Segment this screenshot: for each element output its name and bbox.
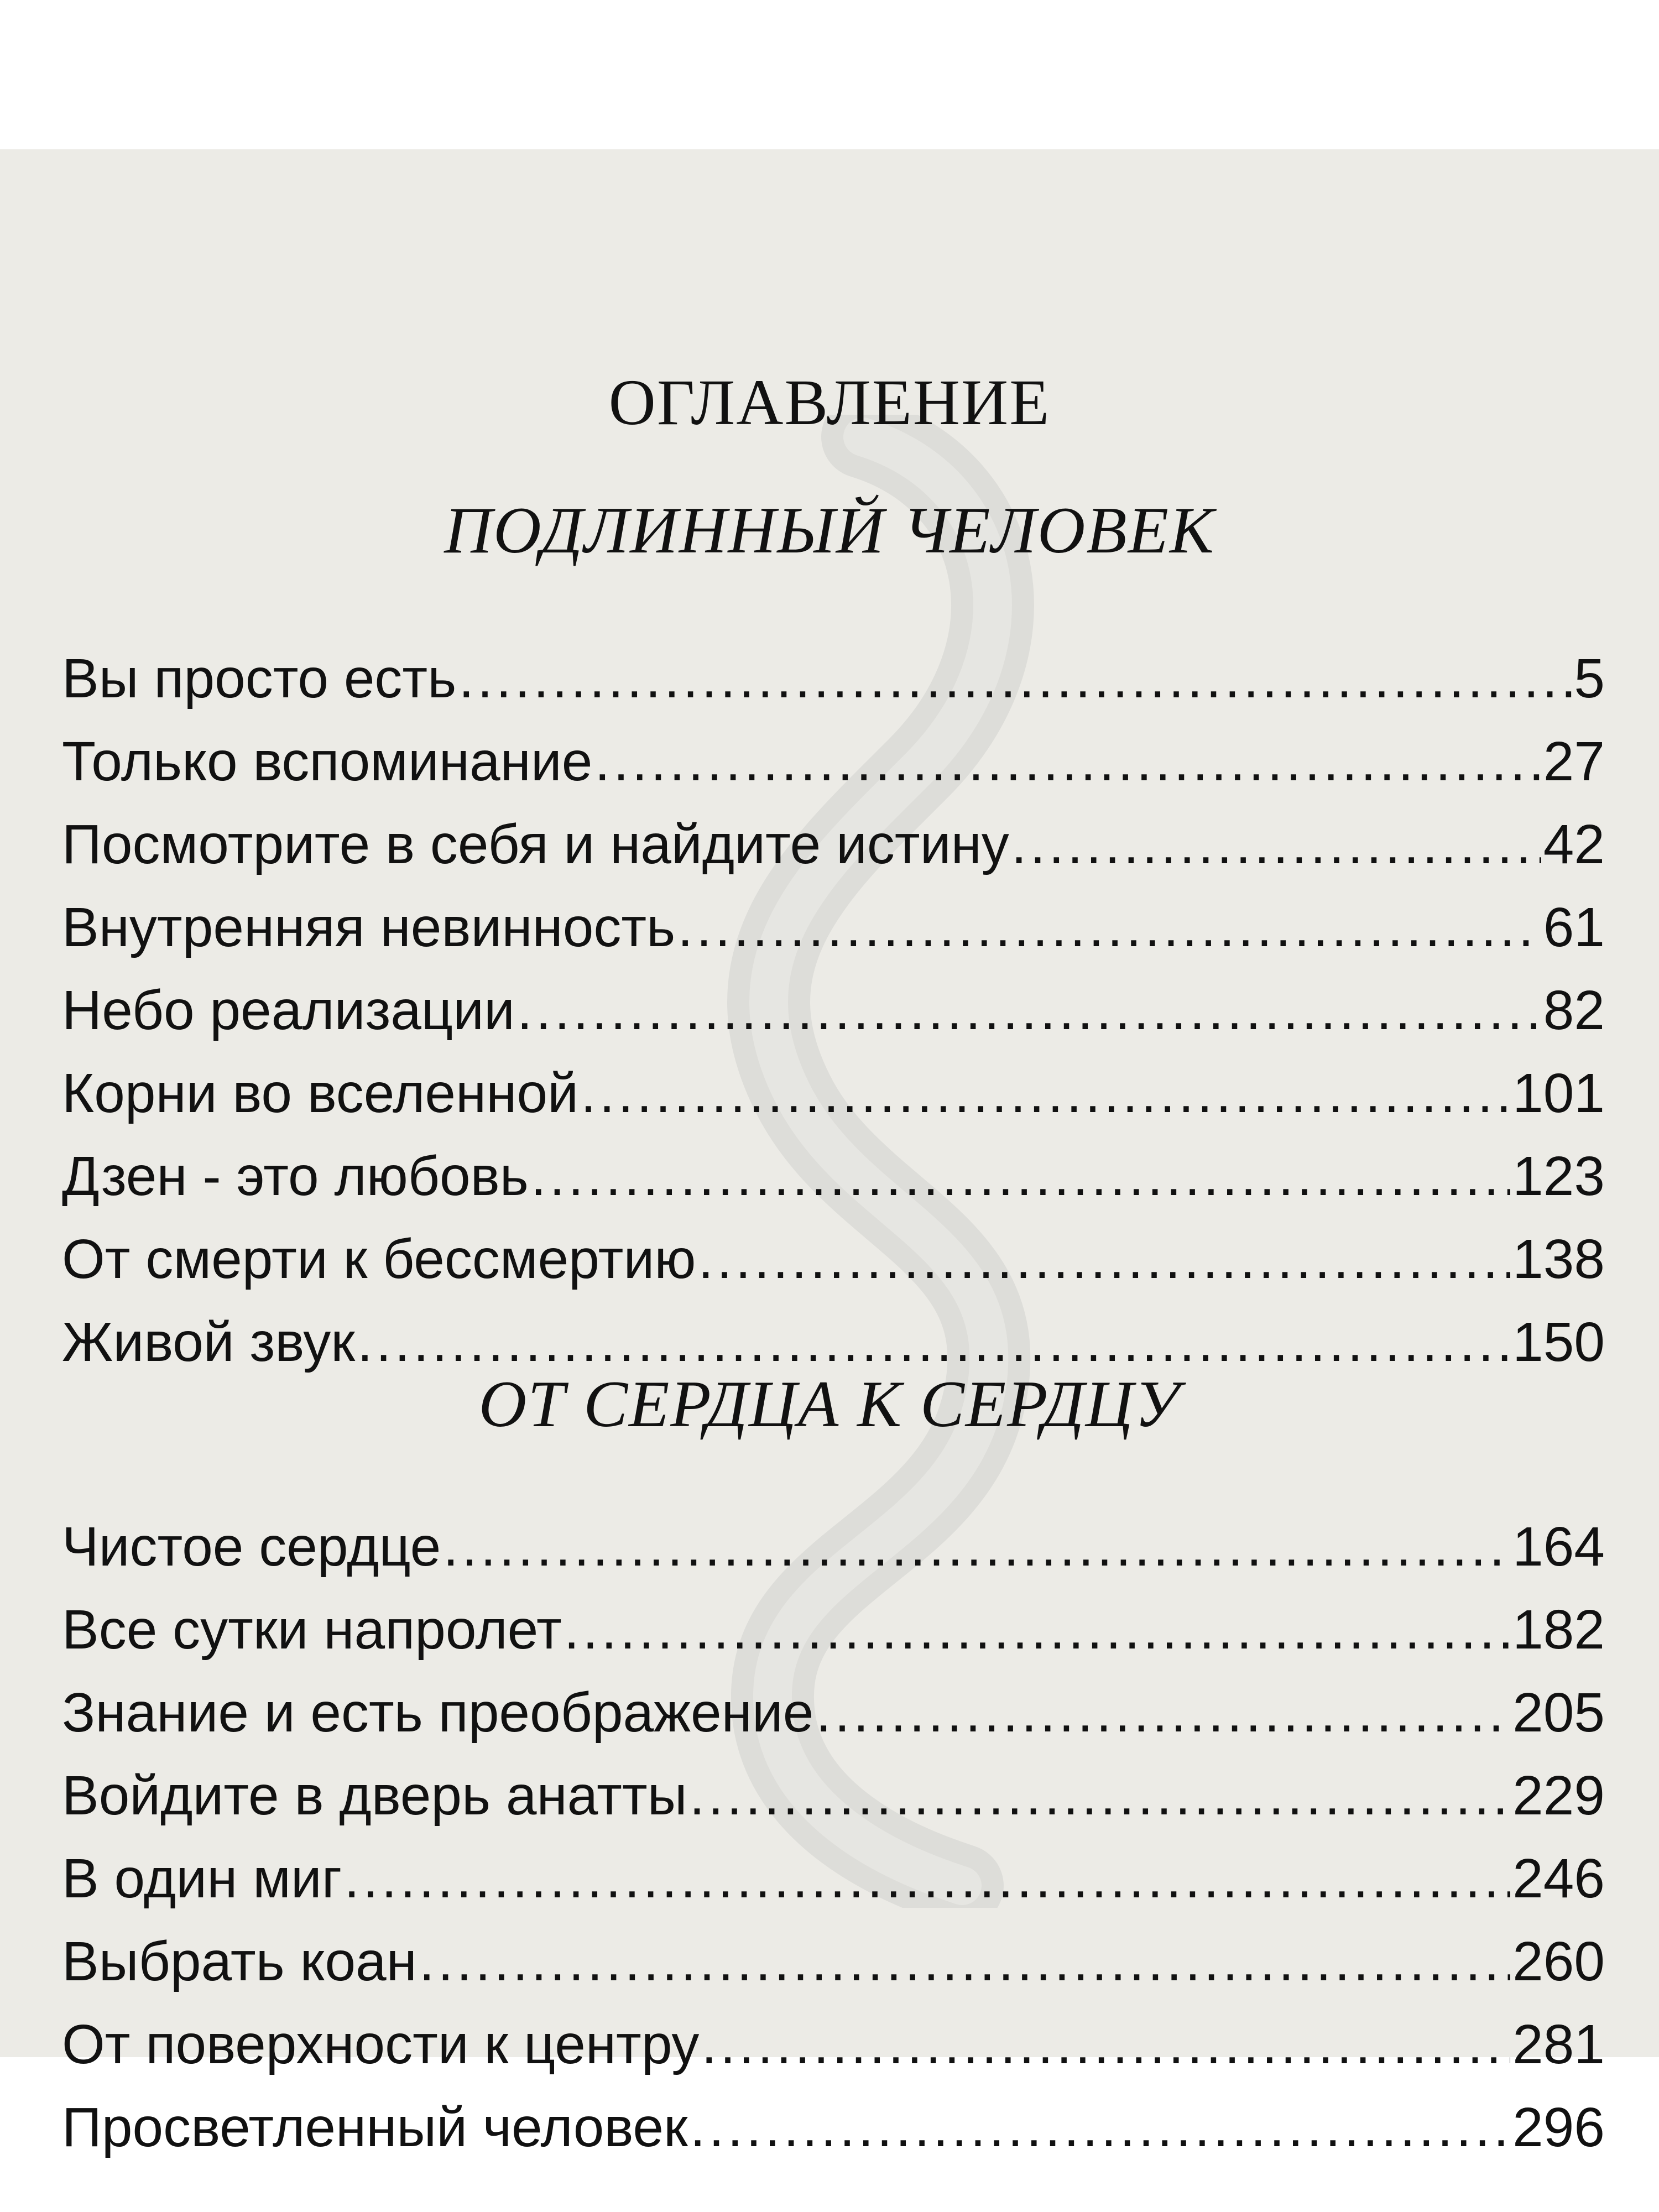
entry-page: 123 (1512, 1145, 1605, 1207)
book-page (0, 149, 1659, 2158)
toc-entry (62, 1681, 1605, 1764)
toc-entry (62, 1515, 1605, 1598)
entry-title: Только вспоминание (62, 731, 593, 792)
toc-entry (62, 979, 1605, 1062)
toc-entry (62, 1598, 1605, 1681)
toc-entry (62, 1062, 1605, 1145)
entry-page: 182 (1512, 1599, 1605, 1661)
entry-page: 27 (1543, 731, 1605, 792)
dot-leader (531, 1145, 1510, 1208)
part-title: ПОДЛИННЫЙ ЧЕЛОВЕК (444, 493, 1215, 567)
dot-leader (690, 1764, 1511, 1828)
dot-leader (1011, 813, 1541, 877)
toc-entry (62, 2013, 1605, 2096)
entry-title: Небо реализации (62, 979, 515, 1041)
toc-entry (62, 1764, 1605, 1847)
dot-leader (419, 1930, 1510, 1994)
entry-page: 164 (1512, 1516, 1605, 1578)
part-title: ОТ СЕРДЦА К СЕРДЦУ (478, 1367, 1181, 1441)
entry-title: Посмотрите в себя и найдите истину (62, 813, 1009, 875)
toc-entry (62, 1930, 1605, 2013)
toc-section (62, 1515, 1605, 2179)
toc-entry (62, 813, 1605, 896)
entry-title: Вы просто есть (62, 648, 457, 709)
entry-page: 101 (1512, 1062, 1605, 1124)
dot-leader (594, 730, 1541, 794)
entry-title: От смерти к бессмертию (62, 1228, 696, 1290)
entry-title: Корни во вселенной (62, 1062, 578, 1124)
dot-leader (443, 1515, 1510, 1579)
toc-entry (62, 1228, 1605, 1311)
toc-heading: ОГЛАВЛЕНИЕ (608, 366, 1051, 439)
dot-leader (564, 1598, 1510, 1662)
entry-title: В один миг (62, 1848, 342, 1910)
entry-page: 82 (1543, 979, 1605, 1041)
dot-leader (701, 2013, 1510, 2077)
entry-page: 5 (1574, 648, 1605, 709)
entry-title: От поверхности к центру (62, 2013, 700, 2075)
entry-title: Знание и есть преображение (62, 1682, 814, 1744)
entry-title: Войдите в дверь анатты (62, 1765, 687, 1827)
toc-entry (62, 896, 1605, 979)
entry-page: 42 (1543, 813, 1605, 875)
dot-leader (458, 647, 1572, 711)
entry-page: 229 (1512, 1765, 1605, 1827)
dot-leader (816, 1681, 1510, 1745)
entry-page: 205 (1512, 1682, 1605, 1744)
dot-leader (581, 1062, 1510, 1125)
dot-leader (690, 2096, 1510, 2159)
entry-title: Выбрать коан (62, 1931, 417, 1992)
entry-page: 150 (1512, 1311, 1605, 1373)
entry-page: 296 (1512, 2096, 1605, 2158)
toc-entry (62, 730, 1605, 813)
entry-page: 61 (1543, 896, 1605, 958)
entry-title: Все сутки напролет (62, 1599, 562, 1661)
entry-page: 138 (1512, 1228, 1605, 1290)
dot-leader (677, 896, 1541, 959)
toc-section (62, 647, 1605, 1394)
toc-entry (62, 2096, 1605, 2179)
entry-page: 260 (1512, 1931, 1605, 1992)
toc-entry (62, 1145, 1605, 1228)
entry-page: 281 (1512, 2013, 1605, 2075)
entry-page: 246 (1512, 1848, 1605, 1910)
dot-leader (698, 1228, 1510, 1291)
entry-title: Чистое сердце (62, 1516, 441, 1578)
entry-title: Просветленный человек (62, 2096, 688, 2158)
entry-title: Дзен - это любовь (62, 1145, 529, 1207)
entry-title: Внутренняя невинность (62, 896, 676, 958)
entry-title: Живой звук (62, 1311, 355, 1373)
dot-leader (357, 1311, 1510, 1374)
dot-leader (517, 979, 1541, 1042)
toc-entry (62, 647, 1605, 730)
dot-leader (344, 1847, 1510, 1911)
toc-entry (62, 1847, 1605, 1930)
